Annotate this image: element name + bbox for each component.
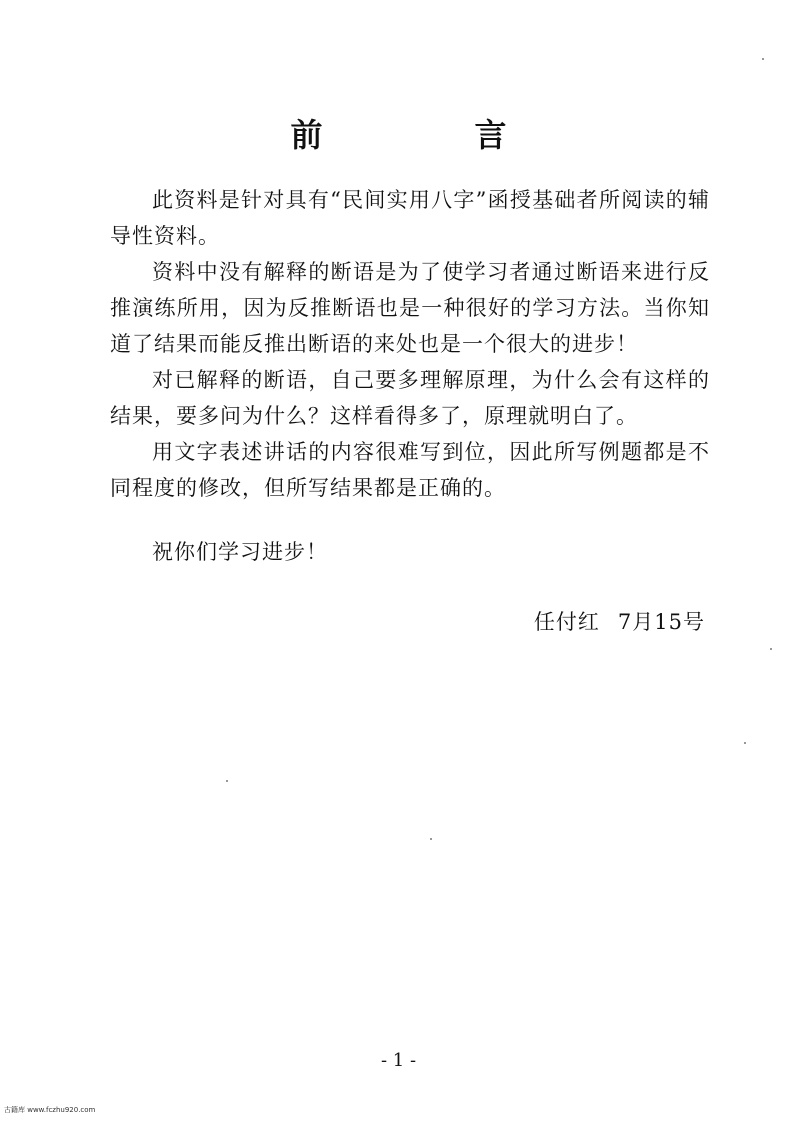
page-title: 前 言 xyxy=(290,116,567,154)
page-number: - 1 - xyxy=(380,1050,417,1071)
signature-date: 7月15号 xyxy=(617,610,705,634)
watermark: 古籍库 www.fczhu920.com xyxy=(4,1106,96,1114)
signature-author: 任付红 xyxy=(533,610,600,634)
paragraph-intro: 此资料是针对具有“民间实用八字”函授基础者所阅读的辅导性资料。 xyxy=(110,188,710,248)
paragraph-explained: 对已解释的断语，自己要多理解原理，为什么会有这样的结果，要多问为什么？这样看得多了，原理就明白了。 xyxy=(110,368,710,428)
scan-speck xyxy=(430,838,432,840)
scan-speck xyxy=(744,742,746,744)
paragraph-unexplained: 资料中没有解释的断语是为了使学习者通过断语来进行反推演练所用，因为反推断语也是一种很好的学习方法。当你知道了结果而能反推出断语的来处也是一个很大的进步！ xyxy=(110,260,710,356)
scan-speck xyxy=(770,648,772,650)
paragraph-wishes: 祝你们学习进步！ xyxy=(152,540,328,564)
scan-speck xyxy=(226,780,228,782)
scan-speck xyxy=(762,58,764,60)
signature xyxy=(534,606,705,636)
paragraph-writing: 用文字表述讲话的内容很难写到位，因此所写例题都是不同程度的修改，但所写结果都是正确的。 xyxy=(110,440,710,500)
